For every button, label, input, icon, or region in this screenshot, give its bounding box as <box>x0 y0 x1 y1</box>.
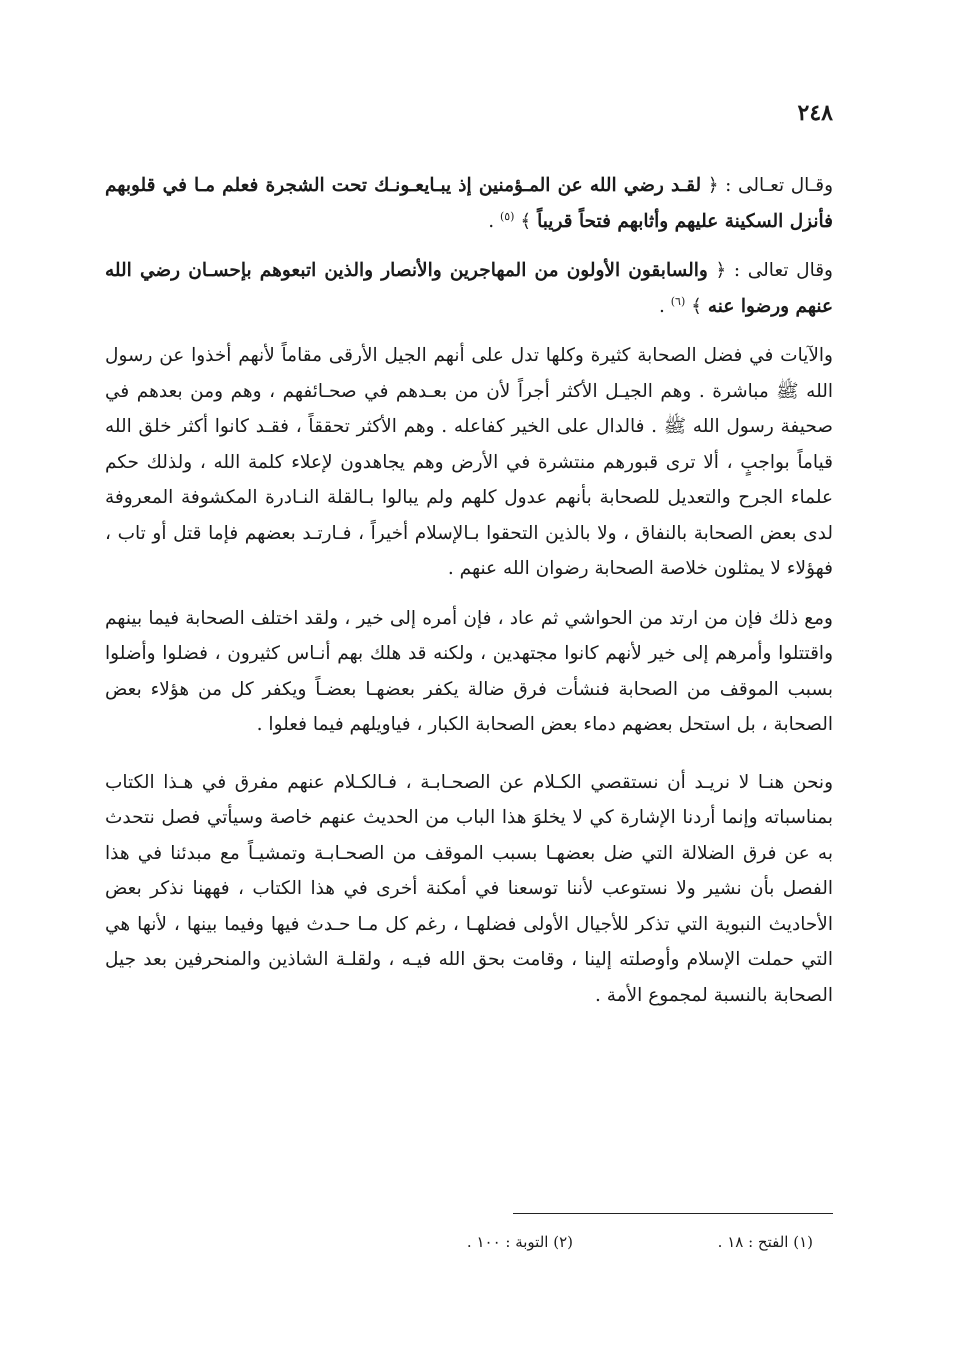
verse-1-text: لقـد رضي الله عن المـؤمنين إذ يبـايعـونـك تحت الشجرة فعلم مـا في قلوبهم فأنزل السكينة عليهم وأثابهم فتحاً قريباً <box>105 175 833 232</box>
document-page <box>105 0 833 1347</box>
verse-2-close: ﴾ <box>685 295 708 317</box>
main-text <box>105 168 833 1027</box>
verse-2-intro: وقال تعالى : ﴿ <box>707 260 833 281</box>
footnotes <box>113 1233 813 1251</box>
verse-1-end: . <box>488 210 500 232</box>
verse-2-end: . <box>658 295 671 317</box>
footnote-divider <box>513 1213 833 1214</box>
verse-1-intro: وقـال تعـالى : ﴿ <box>701 175 833 196</box>
verse-1-footnote-ref: (٥) <box>499 209 515 223</box>
verse-2-text: والسابقون الأولون من المهاجرين والأنصار والذين اتبعوهم بإحسـان رضي الله عنهم ورضوا عنه <box>105 260 833 317</box>
paragraph-companions-virtue: والآيات في فضل الصحابة كثيرة وكلها تدل على أنهم الجيل الأرقى مقاماً لأنهم أخذوا عن رسول الله ﷺ مباشرة . وهم الجيـل الأكثر أجراً لأن من بعـدهم في صحـائفهم ، وهم ومن بعدهم في صحيفة رسول الله ﷺ . فالدال على الخير كفاعله . وهم الأكثر تحققاً ، فقـد كانوا أكثر خلق الله قياماً بواجبٍ ، ألا ترى قبورهم منتشرة في الأرض وهم يجاهدون لإعلاء كلمة الله ، ولذلك حكم علماء الجرح والتعديل للصحابة بأنهم عدول كلهم ولم يبالوا بـالقلة النـادرة المكشوفة المعروفة لدى بعض الصحابة بالنفاق ، ولا بالذين التحقوا بـالإسلام أخيراً ، فـارتـد بعضهم فإما قتل أو تاب ، فهؤلاء لا يمثلون خلاصة الصحابة رضوان الله عنهم . <box>105 345 833 579</box>
footnote-1: (١) الفتح : ١٨ . <box>717 1233 813 1251</box>
paragraph-chapter-scope: ونحن هنـا لا نريـد أن نستقصي الكـلام عن الصحـابـة ، فـالكـلام عنهم مفرق في هـذا الكتاب بمناسباته وإنما أردنا الإشارة كي لا يخلوَ هذا الباب من الحديث عنهم خاصة وسيأتي فصل نتحدث به عن فرق الضلالة التي ضل بعضهـا بسبب الموقف من الصحـابـة وتمشيـاً مع مبدئنا في هذا الفصل بأن نشير ولا نستوعب لأننا توسعنا في أمكنة أخرى في هذا الكتاب ، فههنا نذكر بعض الأحاديث النبوية التي تذكر للأجيال الأولى فضلهـا ، رغم كل مـا حـدث فيها وفيما بينها ، لأنها هي التي حملت الإسلام وأوصلته إلينا ، وقامت بحق الله فيـه ، ولقلـة الشاذين والمنحرفين بعد جيل الصحابة بالنسبة لمجموع الأمة . <box>105 771 833 1006</box>
page-number: ٢٤٨ <box>797 100 833 126</box>
footnote-2: (٢) التوبة : ١٠٠ . <box>466 1233 573 1251</box>
verse-1-close: ﴾ <box>514 210 538 232</box>
verse-2-footnote-ref: (٦) <box>670 294 686 308</box>
paragraph-companions-dispute: ومع ذلك فإن من ارتد من الحواشي ثم عاد ، فإن أمره إلى خير ، ولقد اختلف الصحابة فيما بينهم واقتتلوا وأمرهم إلى خير لأنهم كانوا مجتهدين ، ولكنه قد هلك بهم أنـاس كثيرون ، فضلوا وأضلوا بسبب الموقف من الصحابة فنشأت فرق ضالة يكفر بعضهـا بعضـاً ويكفر كل من هؤلاء بعض الصحابة ، بل استحل بعضهم دماء بعض الصحابة الكبار ، فياويلهم فيما فعلوا . <box>105 607 833 735</box>
paragraph-verse-2 <box>105 253 833 324</box>
paragraph-verse-1 <box>105 168 833 239</box>
